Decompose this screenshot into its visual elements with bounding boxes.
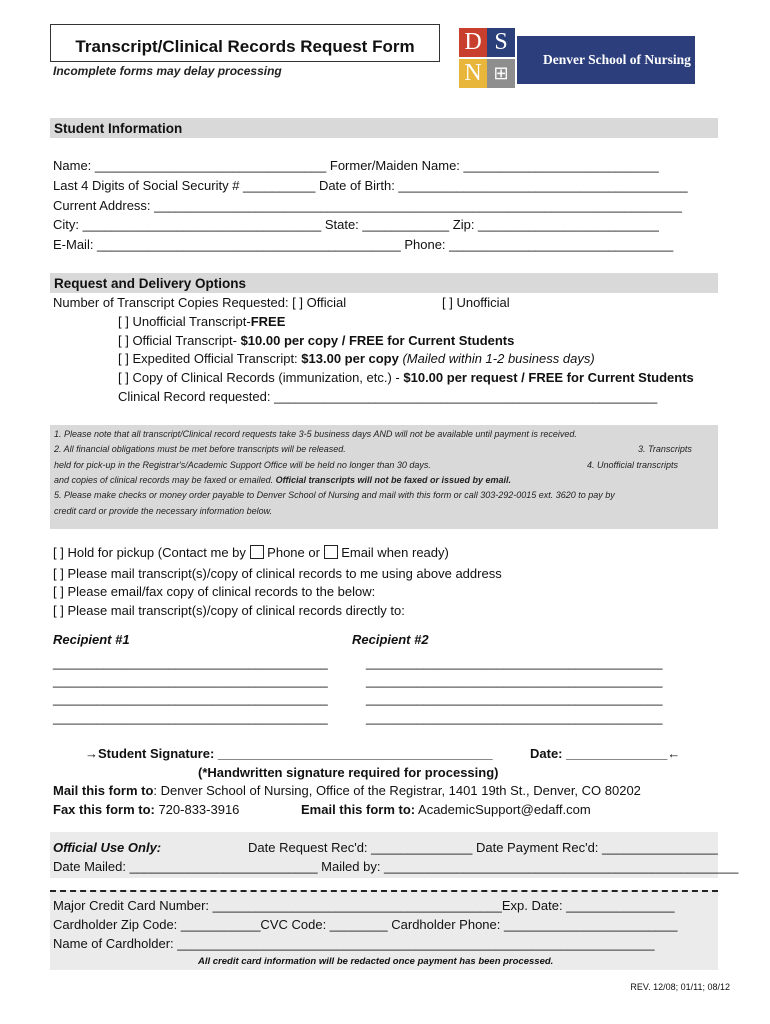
logo-letter-d: D: [459, 28, 487, 57]
recipient-2-line[interactable]: _________________________________________: [366, 691, 663, 706]
note-3-start: 3. Transcripts: [638, 444, 692, 454]
option-text: [ ] Expedited Official Transcript:: [118, 351, 302, 366]
pickup-phone-label: Phone or: [267, 545, 320, 560]
email-address[interactable]: AcademicSupport@edaff.com: [415, 802, 591, 817]
notes-box: [50, 425, 718, 529]
credit-card-box: [50, 890, 718, 970]
form-title: Transcript/Clinical Records Request Form: [75, 37, 415, 56]
signature-date-field[interactable]: Date: ______________←: [530, 746, 681, 761]
copies-official-option[interactable]: Number of Transcript Copies Requested: [ ] Official: [53, 295, 347, 310]
date-mailed-field[interactable]: Date Mailed: __________________________ Mailed by: _________________________________________________: [53, 859, 739, 874]
request-section-bar: [50, 273, 718, 293]
recipient-1-line[interactable]: ______________________________________: [53, 710, 328, 725]
mail-to-me-option[interactable]: [ ] Please mail transcript(s)/copy of clinical records to me using above address: [53, 566, 502, 581]
email-label: Email this form to:: [301, 802, 416, 817]
signature-field[interactable]: →Student Signature: ______________________________________: [85, 746, 493, 761]
revision-label: REV. 12/08; 01/11; 08/12: [630, 982, 730, 992]
hold-pickup-option[interactable]: [53, 545, 449, 560]
official-use-label: Official Use Only:: [53, 840, 162, 855]
option-text: [ ] Unofficial Transcript-: [118, 314, 251, 329]
option-note: (Mailed within 1-2 business days): [398, 351, 595, 366]
signature-note: (*Handwritten signature required for processing): [198, 765, 499, 780]
note-5-cont: credit card or provide the necessary information below.: [54, 506, 273, 516]
date-request-received-field[interactable]: Date Request Rec'd: ______________ Date Payment Rec'd: ________________: [248, 840, 718, 855]
mail-direct-option[interactable]: [ ] Please mail transcript(s)/copy of clinical records directly to:: [53, 603, 405, 618]
recipient-2-line[interactable]: _________________________________________: [366, 673, 663, 688]
unofficial-transcript-option[interactable]: [118, 314, 285, 329]
recipient-1-line[interactable]: ______________________________________: [53, 655, 328, 670]
school-logo: [459, 26, 695, 94]
note-4: [54, 475, 511, 485]
clinical-records-option[interactable]: [118, 370, 694, 385]
address-field[interactable]: Current Address: _________________________________________________________________________: [53, 198, 682, 213]
option-price: FREE: [250, 314, 286, 329]
official-transcript-option[interactable]: [118, 333, 514, 348]
recipient-2-line[interactable]: _________________________________________: [366, 655, 663, 670]
note-1: 1. Please note that all transcript/Clinical record requests take 3-5 business days AND will not be available until payment is received.: [54, 429, 577, 439]
option-text: [ ] Copy of Clinical Records (immunization, etc.) -: [118, 370, 404, 385]
fax-number: 720-833-3916: [154, 802, 240, 817]
option-price: $10.00 per request / FREE for Current Students: [403, 370, 694, 385]
note-4-bold: Official transcripts will not be faxed or issued by email.: [275, 475, 512, 485]
email-phone-field[interactable]: E-Mail: __________________________________________ Phone: _______________________________: [53, 237, 674, 252]
pickup-email-label: Email when ready): [341, 545, 449, 560]
pickup-text: [ ] Hold for pickup (Contact me by: [53, 545, 246, 560]
recipient-1-label: Recipient #1: [53, 632, 130, 647]
student-section-bar: [50, 118, 718, 138]
clinical-record-requested-field[interactable]: Clinical Record requested: _____________________________________________________: [118, 389, 658, 404]
recipient-2-label: Recipient #2: [352, 632, 429, 647]
form-subtitle: Incomplete forms may delay processing: [53, 64, 282, 78]
recipient-2-line[interactable]: _________________________________________: [366, 710, 663, 725]
official-use-box: [50, 832, 739, 878]
request-section-title: Request and Delivery Options: [54, 276, 247, 291]
note-5: 5. Please make checks or money order payable to Denver School of Nursing and mail with this form or call 303-292-0015 ext. 3620 to pay by: [54, 490, 615, 500]
email-fax-option[interactable]: [ ] Please email/fax copy of clinical records to the below:: [53, 584, 376, 599]
mail-address-line: [53, 783, 641, 798]
recipient-1-line[interactable]: ______________________________________: [53, 691, 328, 706]
mail-address: : Denver School of Nursing, Office of the Registrar, 1401 19th St., Denver, CO 80202: [153, 783, 641, 798]
logo-school-name: Denver School of Nursing: [543, 52, 691, 67]
option-price: $13.00 per copy: [301, 351, 399, 366]
logo-letter-n: N: [459, 59, 487, 88]
note-3: held for pick-up in the Registrar's/Academic Support Office will be held no longer than 30 days.: [54, 460, 431, 470]
expedited-transcript-option[interactable]: [118, 351, 595, 366]
option-text: [ ] Official Transcript-: [118, 333, 241, 348]
name-field[interactable]: Name: ________________________________ Former/Maiden Name: ___________________________: [53, 158, 659, 173]
city-state-zip-field[interactable]: City: _________________________________ State: ____________ Zip: _________________________: [53, 217, 659, 232]
logo-cross-icon: ⊞: [487, 59, 515, 88]
option-price: $10.00 per copy / FREE for Current Students: [240, 333, 515, 348]
email-line: [301, 802, 591, 817]
copies-unofficial-option[interactable]: [ ] Unofficial: [442, 295, 510, 310]
redaction-note: All credit card information will be redacted once payment has been processed.: [198, 956, 554, 967]
email-checkbox[interactable]: [324, 545, 338, 559]
mail-label: Mail this form to: [53, 783, 154, 798]
student-section-title: Student Information: [54, 121, 183, 136]
cardholder-zip-cvc-phone-field[interactable]: Cardholder Zip Code: ___________CVC Code: ________ Cardholder Phone: ________________________: [53, 917, 678, 932]
logo-letter-s: S: [487, 28, 515, 57]
fax-line: [53, 802, 239, 817]
card-number-field[interactable]: Major Credit Card Number: ________________________________________Exp. Date: _______________: [53, 898, 675, 913]
cardholder-name-field[interactable]: Name of Cardholder: __________________________________________________________________: [53, 936, 655, 951]
title-box: [50, 24, 440, 62]
fax-label: Fax this form to:: [53, 802, 155, 817]
ssn-dob-field[interactable]: Last 4 Digits of Social Security # __________ Date of Birth: ________________________________________: [53, 178, 688, 193]
phone-checkbox[interactable]: [250, 545, 264, 559]
note-2: 2. All financial obligations must be met before transcripts will be released.: [54, 444, 346, 454]
note-4-text: and copies of clinical records may be faxed or emailed.: [54, 475, 276, 485]
note-4-start: 4. Unofficial transcripts: [587, 460, 679, 470]
recipient-1-line[interactable]: ______________________________________: [53, 673, 328, 688]
